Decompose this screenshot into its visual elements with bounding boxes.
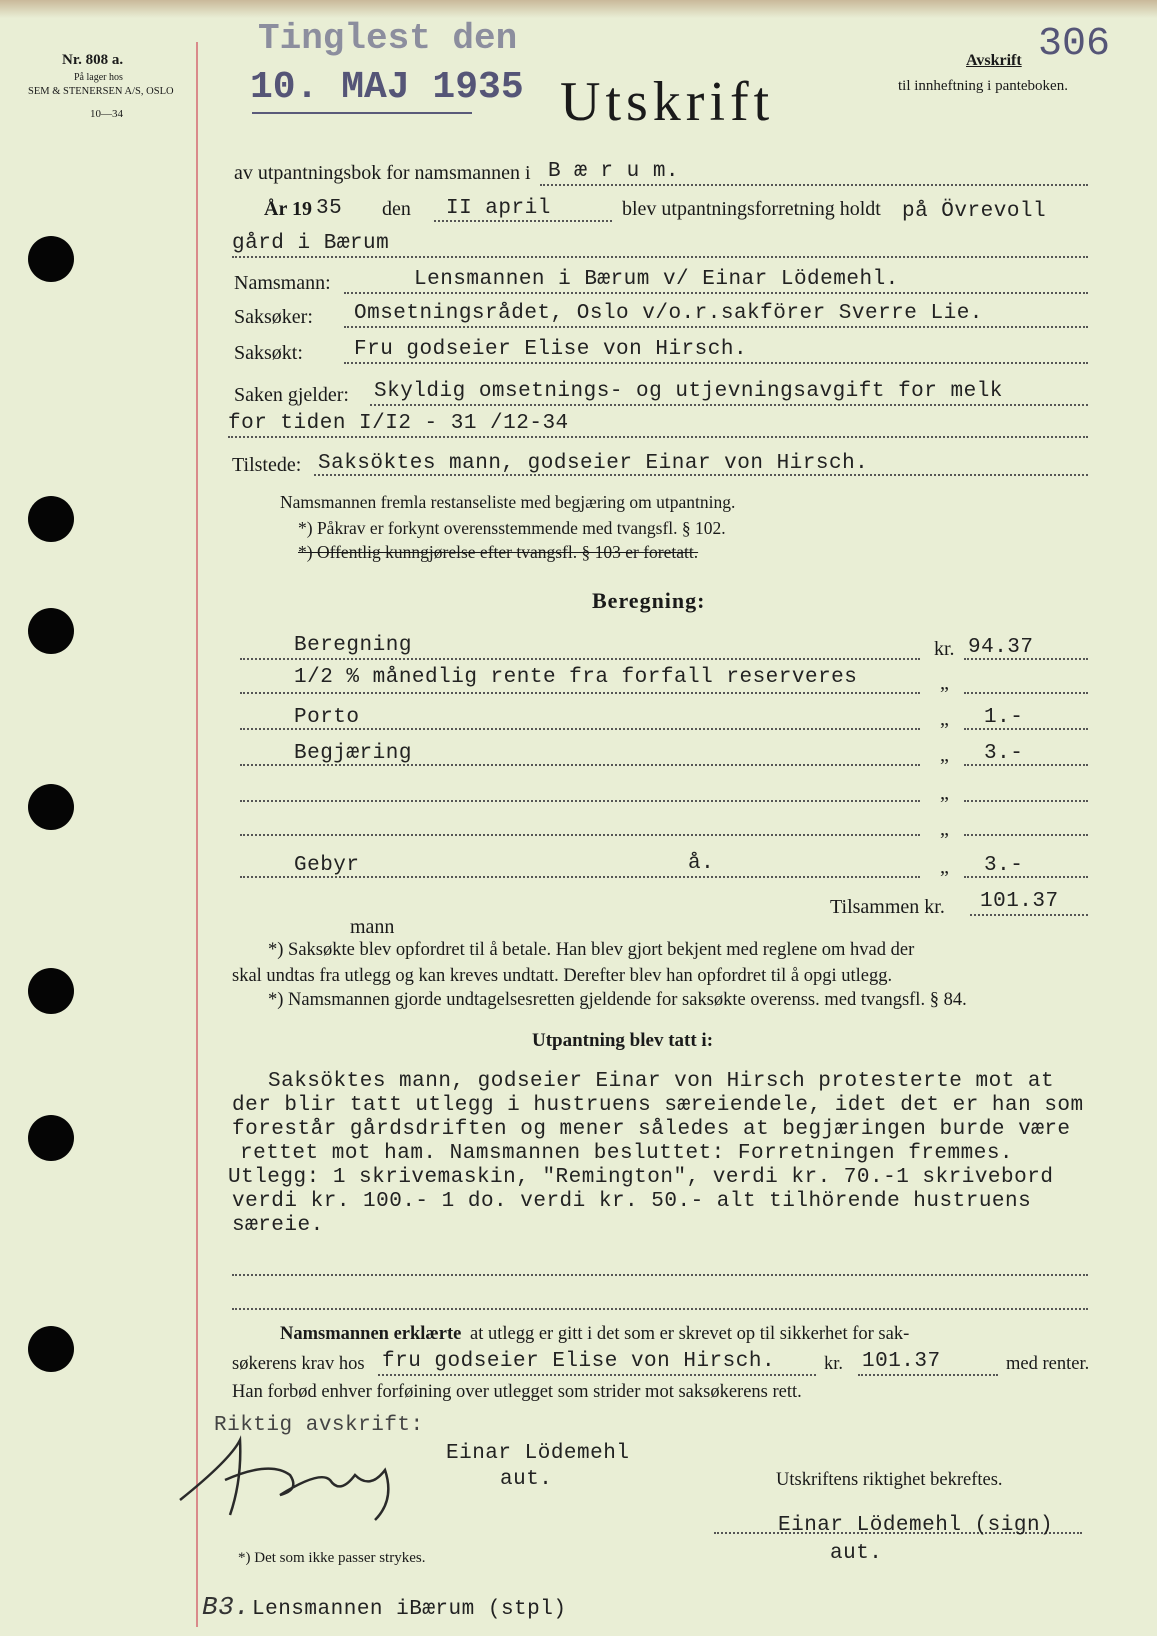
dotted-line [240,764,920,766]
dotted-line [964,658,1088,660]
calc-unit: „ [940,708,949,730]
note-restanseliste: Namsmannen fremla restanseliste med begjæring om utpantning. [280,492,736,512]
date-value: II april [446,197,551,220]
calc-amount: 1.- [984,706,1024,729]
year-label: År 19 [264,198,312,220]
calc-unit: „ [940,744,949,766]
calc-amount: 94.37 [968,636,1034,659]
paragraph-line: *) Saksøkte blev opfordret til å betale. Han blev gjort bekjent med reglene om hvad der [268,940,915,960]
seizure-line: rettet mot ham. Namsmannen besluttet: Forretningen fremmes. [240,1142,1014,1165]
paragraph-line: skal undtas fra utlegg og kan kreves undtatt. Derefter blev han opfordret til å opgi utlegg. [232,966,893,986]
riktig-avskrift: Riktig avskrift: [214,1414,424,1437]
erklaering-text: at utlegg er gitt i det som er skrevet op til sikkerhet for sak- [470,1324,910,1344]
dotted-line [858,1374,998,1376]
page-title: Utskrift [560,71,775,133]
publisher-line1: På lager hos [74,72,123,83]
dotted-line [240,692,920,694]
avskrift-label: Avskrift [966,52,1022,69]
binder-hole [28,784,74,830]
note-pakrav: *) Påkrav er forkynt overensstemmende med tvangsfl. § 102. [298,518,726,538]
place-value: på Övrevoll [902,200,1047,223]
calc-mid: å. [688,852,715,875]
place-value-2: gård i Bærum [232,232,390,255]
binder-hole [28,236,74,282]
intro-prefix: av utpantningsbok for namsmannen i [234,162,531,184]
dotted-line [232,256,1088,258]
footnote: *) Det som ikke passer strykes. [238,1550,426,1566]
field-value-saken-2: for tiden I/I2 - 31 /12-34 [228,412,569,435]
binder-hole [28,608,74,654]
seizure-line: Utlegg: 1 skrivemaskin, "Remington", verdi kr. 70.-1 skrivebord [228,1166,1054,1189]
seizure-line: der blir tatt utlegg i hustruens særeiendele, idet det er han som [232,1094,1084,1117]
margin-line [196,42,198,1627]
bekreftes-text: Utskriftens riktighet bekreftes. [776,1470,1003,1490]
publisher-code: 10—34 [90,108,123,120]
calc-unit: „ [940,782,949,804]
seizure-line: verdi kr. 100.- 1 do. verdi kr. 50.- alt tilhörende hustruens [232,1190,1032,1213]
lensmann-stamp: Lensmannen iBærum (stpl) [252,1598,567,1621]
dotted-line [964,728,1088,730]
dotted-line [240,658,920,660]
stamp-underline [252,112,472,114]
dotted-line [232,1308,1088,1310]
total-label: Tilsammen kr. [830,896,945,918]
dotted-line [434,220,612,222]
calc-desc: Begjæring [294,742,412,765]
paragraph-line: *) Namsmannen gjorde undtagelsesretten gjeldende for saksøkte overenss. med tvangsfl. § 84. [268,990,967,1010]
sign2-name: Einar Lödemehl (sign) [778,1514,1054,1537]
seizure-line: Saksöktes mann, godseier Einar von Hirsch protesterte mot at [268,1070,1055,1093]
beregning-heading: Beregning: [592,588,706,613]
dotted-line [964,876,1088,878]
field-label: Saksøkt: [234,342,303,364]
dotted-line [378,1374,816,1376]
field-value-saken: Skyldig omsetnings- og utjevningsavgift for melk [374,380,1003,403]
dotted-line [314,474,1088,476]
erklaering-text: søkerens krav hos [232,1354,365,1374]
seizure-line: forestår gårdsdriften og mener således at begjæringen burde være [232,1118,1071,1141]
signer-name: Einar Lödemehl [446,1442,630,1465]
erklaering-text: Han forbød enhver forføining over utlegget som strider mot saksøkerens rett. [232,1382,802,1402]
dotted-line [964,800,1088,802]
signer-title: aut. [500,1468,553,1491]
form-number: Nr. 808 a. [62,52,124,68]
kr-label: kr. [824,1354,844,1374]
calc-desc: 1/2 % månedlig rente fra forfall reserveres [294,666,858,689]
field-label: Tilstede: [232,454,302,476]
blev-text: blev utpantningsforretning holdt [622,198,881,220]
binder-hole [28,968,74,1014]
handwritten-initials: B3. [202,1592,251,1622]
dotted-line [964,764,1088,766]
field-label: Saken gjelder: [234,384,349,406]
binder-hole [28,1115,74,1161]
calc-unit: „ [940,818,949,840]
seizure-line: særeie. [232,1214,324,1237]
dotted-line [344,292,1088,294]
dotted-line [240,728,920,730]
dotted-line [232,1274,1088,1276]
dotted-line [970,914,1088,916]
district-value: B æ r u m. [548,160,680,183]
dotted-line [964,692,1088,694]
dotted-line [344,362,1088,364]
calc-unit: „ [940,856,949,878]
dotted-line [344,326,1088,328]
dotted-line [240,800,920,802]
debtor-name: fru godseier Elise von Hirsch. [382,1350,776,1373]
mann-insert: mann [350,916,395,938]
note-kunngjorelse-struck: *) Offentlig kunngjørelse efter tvangsfl. § 103 er foretatt. [298,542,699,562]
calc-amount: 3.- [984,854,1024,877]
field-value-tilstede: Saksöktes mann, godseier Einar von Hirsch. [318,452,869,475]
innhefting-text: til innheftning i panteboken. [898,78,1068,94]
dotted-line [964,834,1088,836]
field-label: Namsmann: [234,272,331,294]
calc-desc: Gebyr [294,854,360,877]
handwritten-signature [170,1420,430,1530]
calc-unit: kr. [934,638,955,660]
med-renter: med renter. [1006,1354,1090,1374]
tinglest-stamp-line1: Tinglest den [258,18,518,59]
page-top-edge [0,0,1157,18]
sign2-title: aut. [830,1542,883,1565]
dotted-line [228,436,1088,438]
tinglest-stamp-date: 10. MAJ 1935 [250,66,524,109]
calc-unit: „ [940,672,949,694]
dotted-line [240,876,920,878]
den-label: den [382,198,411,220]
dotted-line [240,834,920,836]
calc-desc: Porto [294,706,360,729]
binder-hole [28,496,74,542]
dotted-line [540,184,1088,186]
publisher-line2: SEM & STENERSEN A/S, OSLO [28,86,174,97]
field-value-saksokt: Fru godseier Elise von Hirsch. [354,338,748,361]
erklaering-bold: Namsmannen erklærte [280,1324,462,1344]
year-value: 35 [316,197,343,220]
field-value-namsmann: Lensmannen i Bærum v/ Einar Lödemehl. [414,268,899,291]
calc-amount: 3.- [984,742,1024,765]
total-value: 101.37 [980,890,1059,913]
page-number: 306 [1038,22,1111,67]
dotted-line [370,404,1088,406]
erklaering-amount: 101.37 [862,1350,941,1373]
field-value-saksoker: Omsetningsrådet, Oslo v/o.r.sakförer Sverre Lie. [354,302,983,325]
calc-desc: Beregning [294,634,412,657]
utpantning-heading: Utpantning blev tatt i: [532,1030,714,1051]
field-label: Saksøker: [234,306,313,328]
binder-hole [28,1326,74,1372]
